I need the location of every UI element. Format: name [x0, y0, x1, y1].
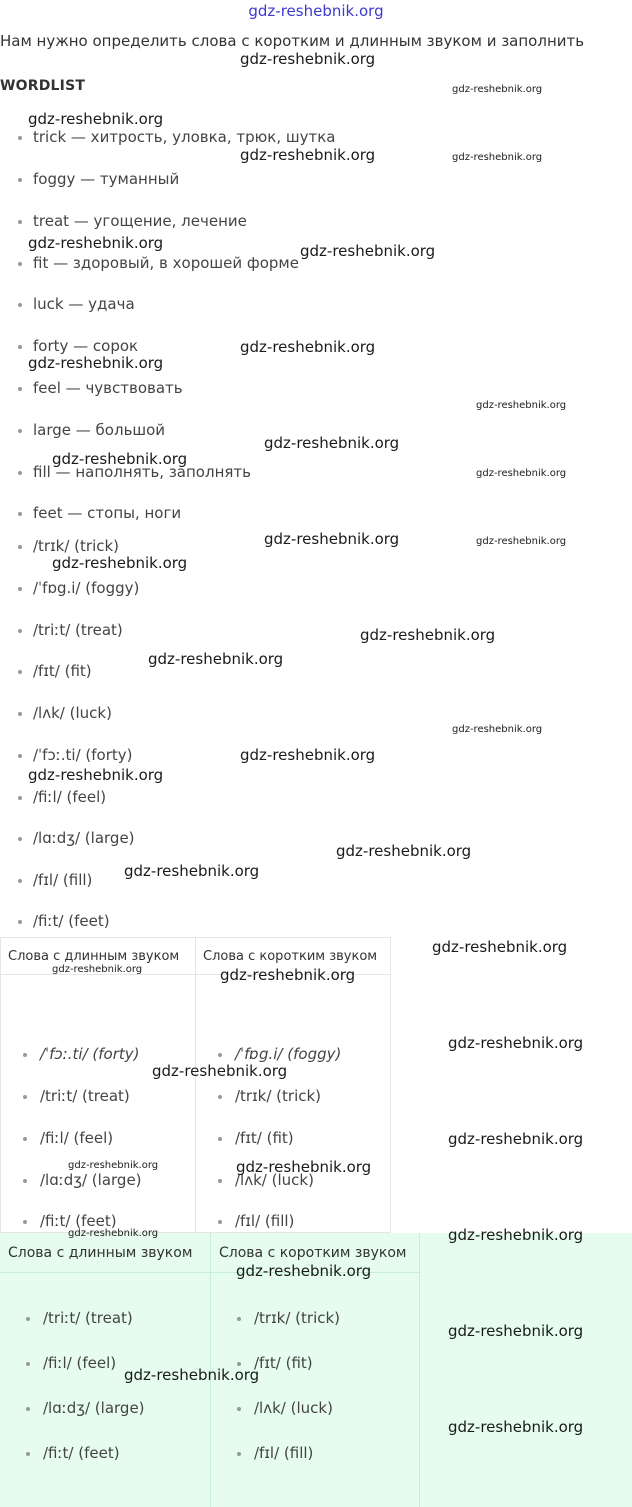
site-watermark-top: gdz-reshebnik.org [248, 2, 384, 20]
list-item: /trɪk/ (trick) [18, 537, 119, 555]
watermark-text: gdz-reshebnik.org [448, 1226, 584, 1244]
bullet-icon [18, 712, 22, 716]
list-item: treat — угощение, лечение [18, 212, 247, 230]
bullet-icon [18, 512, 22, 516]
watermark-text: gdz-reshebnik.org [264, 530, 400, 548]
bullet-icon [23, 1179, 27, 1183]
bullet-icon [18, 262, 22, 266]
list-item: feet — стопы, ноги [18, 504, 181, 522]
watermark-text: gdz-reshebnik.org [148, 650, 284, 668]
bullet-icon [18, 796, 22, 800]
table-cell-item: /fɪt/ (fit) [237, 1354, 313, 1372]
bullet-icon [218, 1137, 222, 1141]
table-cell-item: /lʌk/ (luck) [218, 1171, 314, 1189]
table-cell-item: /fiːt/ (feet) [23, 1212, 117, 1230]
wordlist-title: WORDLIST [0, 78, 86, 94]
table-cell-item: /lɑːdʒ/ (large) [23, 1171, 142, 1189]
bullet-icon [26, 1317, 30, 1321]
list-item: luck — удача [18, 295, 135, 313]
table-column-long [0, 975, 196, 1233]
table-header-long: Слова с длинным звуком [0, 937, 196, 975]
watermark-text: gdz-reshebnik.org [336, 842, 472, 860]
table-cell-item: /fɪl/ (fill) [237, 1444, 313, 1462]
intro-text: Нам нужно определить слова с коротким и длинным звуком и заполнить [0, 32, 585, 50]
watermark-text: gdz-reshebnik.org [448, 1034, 584, 1052]
bullet-icon [18, 220, 22, 224]
bullet-icon [23, 1053, 27, 1057]
table-cell-item: /triːt/ (treat) [23, 1087, 130, 1105]
watermark-text: gdz-reshebnik.org [68, 1228, 159, 1239]
table-cell-item: /trɪk/ (trick) [218, 1087, 321, 1105]
bullet-icon [237, 1317, 241, 1321]
table-cell-item: /fiːl/ (feel) [26, 1354, 116, 1372]
list-item: /fiːt/ (feet) [18, 912, 110, 930]
watermark-text: gdz-reshebnik.org [476, 536, 567, 547]
list-item: trick — хитрость, уловка, трюк, шутка [18, 128, 335, 146]
bullet-icon [23, 1095, 27, 1099]
bullet-icon [18, 754, 22, 758]
watermark-text: gdz-reshebnik.org [476, 400, 567, 411]
bullet-icon [237, 1452, 241, 1456]
bullet-icon [218, 1053, 222, 1057]
list-item: large — большой [18, 421, 165, 439]
bullet-icon [18, 545, 22, 549]
watermark-text: gdz-reshebnik.org [448, 1130, 584, 1148]
table-cell-item: /fiːl/ (feel) [23, 1129, 113, 1147]
bullet-icon [18, 879, 22, 883]
watermark-text: gdz-reshebnik.org [52, 450, 188, 468]
watermark-text: gdz-reshebnik.org [220, 966, 356, 984]
list-item: /fɪt/ (fit) [18, 662, 92, 680]
watermark-text: gdz-reshebnik.org [236, 1262, 372, 1280]
bullet-icon [23, 1220, 27, 1224]
watermark-text: gdz-reshebnik.org [448, 1418, 584, 1436]
list-item: /ˈfɒg.i/ (foggy) [18, 579, 139, 597]
bullet-icon [26, 1407, 30, 1411]
watermark-text: gdz-reshebnik.org [240, 746, 376, 764]
watermark-text: gdz-reshebnik.org [124, 1366, 260, 1384]
watermark-text: gdz-reshebnik.org [240, 146, 376, 164]
bullet-icon [26, 1452, 30, 1456]
bullet-icon [18, 629, 22, 633]
watermark-text: gdz-reshebnik.org [68, 1160, 159, 1171]
watermark-text: gdz-reshebnik.org [432, 938, 568, 956]
table-cell-item: /fɪt/ (fit) [218, 1129, 294, 1147]
list-item: forty — сорок [18, 337, 138, 355]
table-cell-item: /ˈfɔː.ti/ (forty) [23, 1045, 140, 1063]
watermark-text: gdz-reshebnik.org [28, 234, 164, 252]
watermark-text: gdz-reshebnik.org [476, 468, 567, 479]
bullet-icon [18, 837, 22, 841]
watermark-text: gdz-reshebnik.org [28, 766, 164, 784]
bullet-icon [218, 1220, 222, 1224]
bullet-icon [18, 670, 22, 674]
watermark-text: gdz-reshebnik.org [236, 1158, 372, 1176]
bullet-icon [18, 429, 22, 433]
bullet-icon [23, 1137, 27, 1141]
table-column-short [211, 1273, 420, 1507]
watermark-text: gdz-reshebnik.org [124, 862, 260, 880]
list-item: fit — здоровый, в хорошей форме [18, 254, 299, 272]
sound-table-answer [0, 1233, 632, 1507]
table-header-long: Слова с длинным звуком [0, 1233, 211, 1273]
table-cell-item: /ˈfɒg.i/ (foggy) [218, 1045, 341, 1063]
bullet-icon [218, 1179, 222, 1183]
table-cell-item: /trɪk/ (trick) [237, 1309, 340, 1327]
list-item: /fiːl/ (feel) [18, 788, 106, 806]
watermark-text: gdz-reshebnik.org [452, 152, 543, 163]
watermark-text: gdz-reshebnik.org [360, 626, 496, 644]
watermark-text: gdz-reshebnik.org [152, 1062, 288, 1080]
watermark-text: gdz-reshebnik.org [28, 110, 164, 128]
watermark-text: gdz-reshebnik.org [300, 242, 436, 260]
table-column-long [0, 1273, 211, 1507]
table-column-short [195, 975, 391, 1233]
list-item: /triːt/ (treat) [18, 621, 123, 639]
bullet-icon [18, 303, 22, 307]
table-cell-item: /lʌk/ (luck) [237, 1399, 333, 1417]
watermark-text: gdz-reshebnik.org [52, 964, 143, 975]
watermark-text: gdz-reshebnik.org [264, 434, 400, 452]
watermark-text: gdz-reshebnik.org [448, 1322, 584, 1340]
bullet-icon [18, 471, 22, 475]
bullet-icon [18, 178, 22, 182]
list-item: fill — наполнять, заполнять [18, 463, 251, 481]
bullet-icon [237, 1407, 241, 1411]
bullet-icon [18, 345, 22, 349]
bullet-icon [18, 387, 22, 391]
watermark-text: gdz-reshebnik.org [452, 724, 543, 735]
bullet-icon [218, 1095, 222, 1099]
table-cell-item: /fiːt/ (feet) [26, 1444, 120, 1462]
list-item: foggy — туманный [18, 170, 179, 188]
bullet-icon [18, 136, 22, 140]
list-item: /lʌk/ (luck) [18, 704, 112, 722]
table-header-short: Слова с коротким звуком [211, 1233, 420, 1273]
list-item: /lɑːdʒ/ (large) [18, 829, 135, 847]
watermark-text: gdz-reshebnik.org [452, 84, 543, 95]
list-item: /fɪl/ (fill) [18, 871, 92, 889]
watermark-text: gdz-reshebnik.org [240, 50, 376, 68]
watermark-text: gdz-reshebnik.org [240, 338, 376, 356]
bullet-icon [26, 1362, 30, 1366]
table-cell-item: /fɪl/ (fill) [218, 1212, 294, 1230]
table-cell-item: /lɑːdʒ/ (large) [26, 1399, 145, 1417]
watermark-text: gdz-reshebnik.org [28, 354, 164, 372]
sound-table-draft [0, 937, 391, 1233]
bullet-icon [18, 587, 22, 591]
table-header-short: Слова с коротким звуком [195, 937, 391, 975]
table-cell-item: /triːt/ (treat) [26, 1309, 133, 1327]
list-item: feel — чувствовать [18, 379, 183, 397]
list-item: /ˈfɔː.ti/ (forty) [18, 746, 132, 764]
bullet-icon [18, 920, 22, 924]
bullet-icon [237, 1362, 241, 1366]
watermark-text: gdz-reshebnik.org [52, 554, 188, 572]
